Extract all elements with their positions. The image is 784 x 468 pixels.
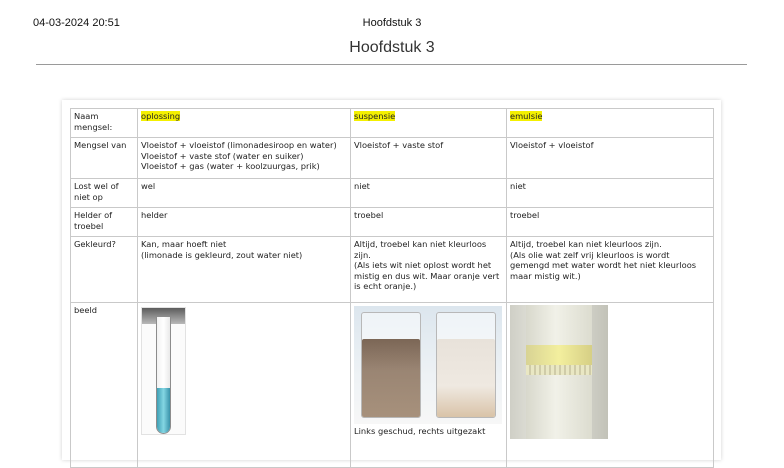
row-label: Lost wel of niet op (71, 179, 138, 208)
header-oplossing: oplossing (141, 111, 181, 121)
image-caption: Links geschud, rechts uitgezakt (354, 426, 486, 436)
table-cell: wel (138, 179, 351, 208)
table-cell: Vloeistof + vaste stof (351, 138, 507, 179)
mixtures-table (70, 108, 714, 468)
table-cell: Vloeistof + vloeistof (limonadesiroop en water) Vloeistof + vaste stof (water en suiker) Vloeistof + gas (water + koolzuurgas, prik) (138, 138, 351, 179)
table-row (71, 208, 714, 237)
table-cell: niet (507, 179, 714, 208)
table-cell: Altijd, troebel kan niet kleurloos zijn. (Als iets wit niet oplost wordt het mistig en dus wit. Maar oranje vert is echt oranje.) (351, 237, 507, 303)
table-row (71, 138, 714, 179)
header-suspensie: suspensie (354, 111, 396, 121)
emulsion-bottle-image (510, 305, 608, 439)
table-cell: troebel (351, 208, 507, 237)
header-emulsie: emulsie (510, 111, 543, 121)
print-page-title: Hoofdstuk 3 (362, 17, 422, 29)
row-label: Helder of troebel (71, 208, 138, 237)
table-cell: niet (351, 179, 507, 208)
row-label: Naam mengsel: (71, 109, 138, 138)
print-timestamp: 04-03-2024 20:51 (33, 17, 120, 29)
table-cell: troebel (507, 208, 714, 237)
table-row (71, 303, 714, 468)
table-cell: Vloeistof + vloeistof (507, 138, 714, 179)
table-cell: Altijd, troebel kan niet kleurloos zijn. (Als olie wat zelf vrij kleurloos is wordt gemengd met water wordt het niet kleurloos maar mistig wit.) (507, 237, 714, 303)
table-row (71, 179, 714, 208)
document-page (62, 100, 721, 460)
document-title: Hoofdstuk 3 (349, 39, 435, 56)
title-divider (36, 64, 747, 65)
row-label: beeld (71, 303, 138, 468)
table-cell: helder (138, 208, 351, 237)
table-row (71, 237, 714, 303)
suspension-glasses-image (354, 306, 502, 424)
table-row (71, 109, 714, 138)
row-label: Mengsel van (71, 138, 138, 179)
table-cell: Kan, maar hoeft niet (limonade is gekleurd, zout water niet) (138, 237, 351, 303)
row-label: Gekleurd? (71, 237, 138, 303)
test-tube-image (141, 307, 186, 435)
